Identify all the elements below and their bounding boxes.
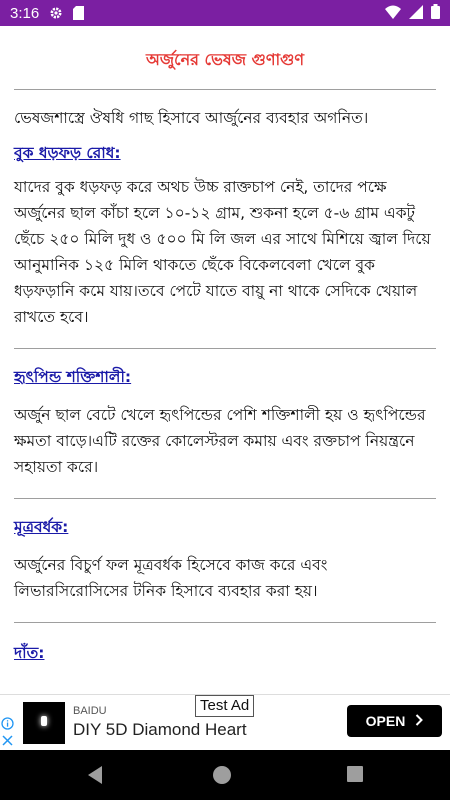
section-heading-diuretic: মূত্রবর্ধক: [14, 518, 69, 536]
recents-icon[interactable] [346, 765, 364, 787]
ad-close-icon[interactable] [2, 731, 13, 750]
status-time: 3:16 [10, 4, 40, 22]
section-body-heart: অর্জুন ছাল বেটে খেলে হৃৎপিন্ডের পেশি শক্তিশালী হয় ও হৃৎপিন্ডের ক্ষমতা বাড়ে।এটি রক্তের কোলেস্টরল কমায় এবং রক্তচাপ নিয়ন্ত্রনে সহায়তা করে। [14, 406, 426, 476]
back-icon[interactable] [86, 765, 104, 789]
article-content[interactable] [0, 26, 450, 694]
ad-headline[interactable]: DIY 5D Diamond Heart [73, 720, 247, 739]
article-title: অর্জুনের ভেষজ গুণাগুণ [145, 50, 304, 69]
battery-icon [431, 4, 440, 23]
navigation-bar [0, 750, 450, 800]
wifi-icon [385, 4, 401, 23]
divider [14, 348, 436, 349]
divider [14, 498, 436, 499]
section-heading-heart: হৃৎপিন্ড শক্তিশালী: [14, 368, 132, 386]
ad-banner[interactable] [0, 694, 450, 751]
divider [14, 89, 436, 90]
section-body-diuretic: অর্জুনের বিচুর্ণ ফল মূত্রবর্ধক হিসেবে কাজ করে এবং লিভারসিরোসিসের টনিক হিসাবে ব্যবহার করা হয়। [14, 556, 328, 600]
home-icon[interactable] [212, 765, 232, 789]
gear-icon [49, 6, 63, 20]
divider [14, 622, 436, 623]
status-bar [0, 0, 450, 26]
section-heading-palpitation: বুক ধড়ফড় রোধ: [14, 144, 121, 162]
section-heading-teeth: দাঁত: [14, 644, 45, 662]
ad-open-label: OPEN [365, 713, 406, 729]
ad-advertiser: BAIDU [73, 705, 107, 717]
ad-thumbnail[interactable] [23, 702, 65, 744]
intro-text: ভেষজশাস্ত্রে ঔষধি গাছ হিসাবে আর্জুনের ব্যবহার অগনিত। [14, 109, 369, 127]
section-body-palpitation: যাদের বুক ধড়ফড় করে অথচ উচ্চ রাক্তচাপ নেই, তাদের পক্ষে অর্জুনের ছাল কাঁচা হলে ১০-১২ গ্রাম, শুকনা হলে ৫-৬ গ্রাম একটু ছেঁচে ২৫০ মিলি দুধ ও ৫০০ মি লি জল এর সাথে মিশিয়ে জ্বাল দিয়ে আনুমানিক ১২৫ মিলি থাকতে ছেঁকে বিকেলবেলা খেলে বুক ধড়ফড়ানি কমে যায়।তবে পেটে যাতে বায়ু না থাকে সেদিকে খেয়াল রাখতে হবে। [14, 178, 431, 326]
signal-icon [409, 4, 423, 23]
chevron-right-icon [415, 713, 423, 729]
ad-open-button[interactable] [347, 705, 442, 737]
sd-card-icon [73, 6, 84, 20]
ad-label: Test Ad [195, 695, 254, 717]
